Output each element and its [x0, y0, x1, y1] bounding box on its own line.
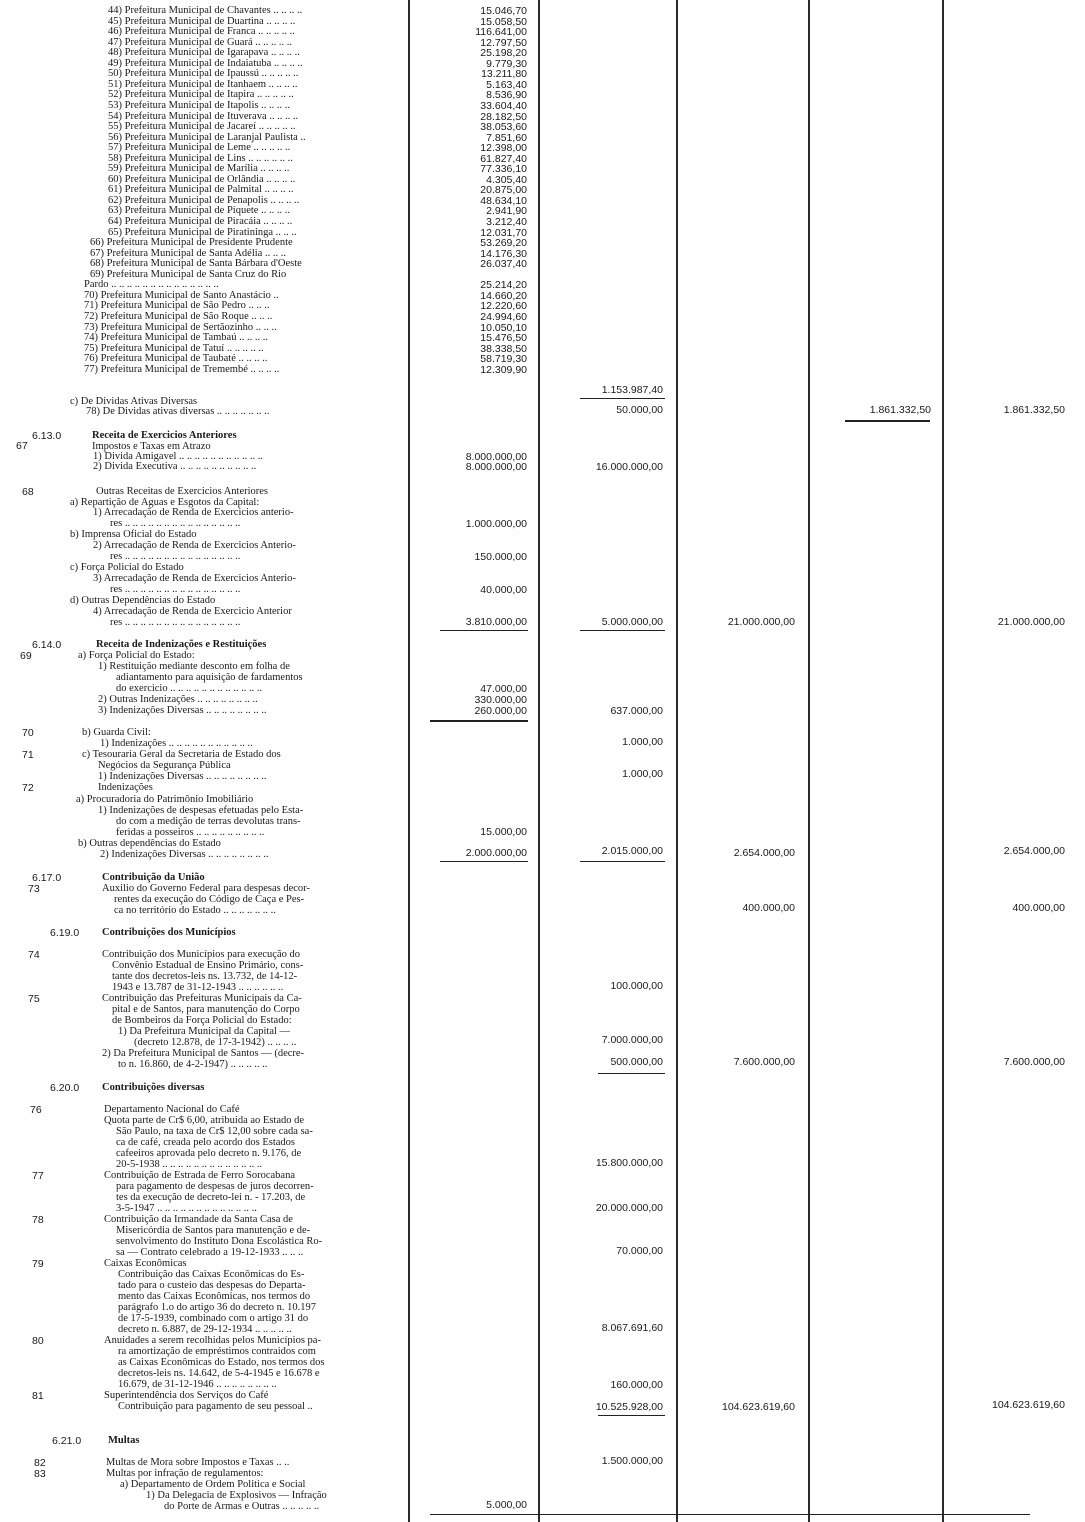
line-text: 2) Arrecadação de Renda de Exercicios Anterio- — [93, 540, 296, 551]
line-text: 3) Indenizações Diversas .. .. .. .. .. .. .. .. — [98, 705, 267, 716]
prefeitura-line: 70) Prefeitura Municipal de Santo Anastácio .. — [84, 289, 279, 301]
line-text: adiantamento para aquisição de fardamentos — [116, 672, 303, 683]
value: 1.000,00 — [622, 768, 663, 780]
line-text: 3) Arrecadação de Renda de Exercicios Anterio- — [93, 573, 296, 584]
value: 2.654.000,00 — [1003, 845, 1065, 857]
prefeitura-line: 58) Prefeitura Municipal de Lins .. .. .. .. .. .. — [108, 152, 293, 164]
value: 1.500.000,00 — [601, 1455, 663, 1467]
line-text: para pagamento de despesas de juros decorren- — [116, 1181, 314, 1192]
prefeitura-value: 14.660,20 — [480, 289, 527, 302]
prefeitura-line: 73) Prefeitura Municipal de Sertãozinho .. .. .. — [84, 321, 277, 333]
prefeitura-value: 20.875,00 — [480, 184, 527, 197]
line-text: a) Repartição de Aguas e Esgotos da Capital: — [70, 497, 260, 508]
line-text: feridas a posseiros .. .. .. .. .. .. .. .. .. — [116, 827, 265, 838]
line-text: pital e de Santos, para manutenção do Corpo — [112, 1004, 300, 1015]
row-code: 69 — [20, 650, 32, 662]
line-text: decretos-leis ns. 14.642, de 5-4-1945 e 16.678 e — [118, 1368, 320, 1379]
line-text: res .. .. .. .. .. .. .. .. .. .. .. .. .. .. .. — [110, 584, 241, 595]
row-code: 79 — [32, 1258, 44, 1270]
column-rule — [676, 0, 678, 1522]
value: 15.000,00 — [480, 826, 527, 838]
value-dividas-ativas: 50.000,00 — [616, 404, 663, 416]
line-text: Contribuição para pagamento de seu pessoal .. — [118, 1401, 313, 1412]
value: 637.000,00 — [610, 705, 663, 717]
value: 400.000,00 — [1012, 902, 1065, 914]
section-title: Contribuições dos Municípios — [102, 927, 236, 938]
row-code: 80 — [32, 1335, 44, 1347]
prefeitura-line: 45) Prefeitura Municipal de Duartina .. .. .. .. — [108, 15, 296, 27]
prefeitura-value: 12.031,70 — [480, 226, 527, 239]
value: 330.000,00 — [474, 694, 527, 706]
prefeitura-line: 77) Prefeitura Municipal de Tremembé .. .. .. .. — [84, 363, 280, 375]
prefeitura-value: 116.641,00 — [475, 26, 527, 39]
row-code: 74 — [28, 949, 40, 961]
prefeitura-value: 14.176,30 — [480, 247, 527, 260]
rule — [580, 398, 665, 399]
rule — [440, 630, 528, 631]
value: 104.623.619,60 — [992, 1399, 1065, 1411]
line-text: b) Imprensa Oficial do Estado — [70, 529, 197, 540]
line-text: parágrafo 1.o do artigo 36 do decreto n. 10.197 — [118, 1302, 316, 1313]
line-text: Contribuição de Estrada de Ferro Sorocabana — [104, 1170, 295, 1181]
line-text: a) Força Policial do Estado: — [78, 650, 195, 661]
line-text: ra amortização de empréstimos contraidos com — [118, 1346, 316, 1357]
prefeitura-value: 24.994,60 — [480, 310, 527, 323]
prefeitura-value: 12.398,00 — [480, 142, 527, 155]
prefeitura-value: 2.941,90 — [486, 205, 527, 218]
value: 2.000.000,00 — [465, 847, 527, 859]
line-text: senvolvimento do Instituto Dona Escolástica Ro- — [116, 1236, 323, 1247]
prefeitura-value: 33.604,40 — [480, 99, 527, 112]
value: 7.000.000,00 — [601, 1034, 663, 1046]
section-label: 6.19.0 — [50, 927, 80, 939]
line-text: mento das Caixas Econômicas, nos termos do — [118, 1291, 311, 1302]
line-text: 1) Da Prefeitura Municipal da Capital — — [118, 1026, 291, 1037]
prefeitura-line: 47) Prefeitura Municipal de Guará .. .. .. .. .. — [108, 36, 292, 48]
row-code: 81 — [32, 1390, 44, 1402]
line-text: Indenizações — [98, 782, 153, 793]
prefeitura-value: 48.634,10 — [480, 194, 527, 207]
line-text: Anuidades a serem recolhidas pelos Municípios pa- — [104, 1335, 321, 1346]
line-text: cafeeiros aprovada pelo decreto n. 9.176, de — [116, 1148, 302, 1159]
section-title: Receita de Indenizações e Restituições — [96, 639, 267, 650]
value: 40.000,00 — [480, 584, 527, 596]
line-text: b) Guarda Civil: — [82, 727, 151, 738]
value: 7.600.000,00 — [733, 1056, 795, 1068]
line-text: 1) Divida Amigavel .. .. .. .. .. .. .. .. .. .. .. — [93, 451, 264, 462]
line-text: tes da execução de decreto-lei n. - 17.203, de — [116, 1192, 306, 1203]
line-text: do Porte de Armas e Outras .. .. .. .. .. — [164, 1501, 320, 1512]
line-text: 2) Divida Executiva .. .. .. .. .. .. .. .. .. .. — [93, 461, 257, 472]
rule — [598, 1073, 665, 1074]
line-text: 2) Outras Indenizações .. .. .. .. .. .. .. .. — [98, 694, 258, 705]
prefeitura-value: 25.198,20 — [480, 47, 527, 60]
line-text: 2) Da Prefeitura Municipal de Santos — (decre- — [102, 1048, 305, 1059]
prefeitura-value: 15.058,50 — [480, 15, 527, 28]
item-dividas-ativas: 78) De Dividas ativas diversas .. .. .. .. .. .. .. — [86, 406, 270, 417]
line-text: 4) Arrecadação de Renda de Exercicio Anterior — [93, 606, 292, 617]
prefeitura-value: 5.163,40 — [486, 78, 527, 91]
prefeitura-value: 8.536,90 — [486, 89, 527, 102]
line-text: Misericórdia de Santos para manutenção e de- — [116, 1225, 311, 1236]
prefeitura-line: 56) Prefeitura Municipal de Laranjal Paulista .. — [108, 131, 306, 143]
prefeitura-line: 48) Prefeitura Municipal de Igarapava .. .. .. .. — [108, 47, 300, 59]
prefeitura-value: 9.779,30 — [486, 57, 527, 70]
line-text: Negócios da Segurança Pública — [98, 760, 231, 771]
section-label: 6.20.0 — [50, 1082, 80, 1094]
line-text: 1) Indenizações .. .. .. .. .. .. .. .. .. .. .. — [100, 738, 253, 749]
line-text: Departamento Nacional do Café — [104, 1104, 240, 1115]
line-text: tado para o custeio das despesas do Departa- — [118, 1280, 306, 1291]
prefeitura-line: 66) Prefeitura Municipal de Presidente Prudente — [90, 237, 293, 249]
value: 100.000,00 — [610, 980, 663, 992]
value: 3.810.000,00 — [465, 616, 527, 628]
prefeitura-value: 38.053,60 — [480, 121, 527, 134]
prefeitura-line: 57) Prefeitura Municipal de Leme .. .. .. .. .. — [108, 142, 291, 154]
prefeitura-value: 38.338,50 — [480, 342, 527, 355]
line-text: res .. .. .. .. .. .. .. .. .. .. .. .. .. .. .. — [110, 551, 241, 562]
prefeitura-value: 15.046,70 — [480, 5, 527, 17]
line-text: sa — Contrato celebrado a 19-12-1933 .. .. .. — [116, 1247, 304, 1258]
prefeitura-value: 4.305,40 — [486, 173, 527, 186]
prefeitura-line: 54) Prefeitura Municipal de Ituverava .. .. .. .. — [108, 110, 299, 122]
prefeitura-value: 3.212,40 — [486, 216, 527, 228]
line-text: 3-5-1947 .. .. .. .. .. .. .. .. .. .. .. .. .. — [116, 1203, 257, 1214]
value: 10.525.928,00 — [595, 1401, 663, 1413]
line-text: a) Departamento de Ordem Politica e Social — [120, 1479, 306, 1490]
line-text: Contribuição da Irmandade da Santa Casa de — [104, 1214, 293, 1225]
line-text: to n. 16.860, de 4-2-1947) .. .. .. .. .. — [118, 1059, 268, 1070]
line-text: Impostos e Taxas em Atrazo — [92, 441, 211, 452]
line-text: de 17-5-1939, combinado com o artigo 31 do — [118, 1313, 309, 1324]
section-label: 6.14.0 — [32, 639, 62, 651]
line-text: tante dos decretos-leis ns. 13.732, de 14-12- — [112, 971, 298, 982]
value: 8.000.000,00 — [465, 451, 527, 463]
rule — [430, 1514, 1030, 1515]
prefeitura-line: 63) Prefeitura Municipal de Piquete .. .. .. .. — [108, 205, 290, 217]
prefeitura-value: 53.269,20 — [480, 237, 527, 250]
section-title: Receita de Exercicios Anteriores — [92, 430, 237, 441]
line-text: Contribuição das Caixas Econômicas do Es- — [118, 1269, 305, 1280]
row-code: 73 — [28, 883, 40, 895]
value: 150.000,00 — [474, 551, 527, 563]
prefeitura-line: 65) Prefeitura Municipal de Piratininga .. .. .. — [108, 226, 297, 238]
line-text: rentes da execução do Código de Caça e Pes- — [114, 894, 305, 905]
line-text: do exercicio .. .. .. .. .. .. .. .. .. .. .. .. — [116, 683, 263, 694]
rule — [598, 1415, 665, 1416]
prefeitura-line: 67) Prefeitura Municipal de Santa Adélia .. .. .. — [90, 247, 286, 259]
row-code: 68 — [22, 486, 34, 498]
prefeitura-line: 52) Prefeitura Municipal de Itapira .. .. .. .. .. — [108, 89, 294, 101]
line-text: 2) Indenizações Diversas .. .. .. .. .. .. .. .. — [100, 849, 269, 860]
value: 160.000,00 — [610, 1379, 663, 1391]
value: 5.000.000,00 — [601, 616, 663, 628]
value: 260.000,00 — [474, 705, 527, 717]
prefeitura-line: 49) Prefeitura Municipal de Indaiatuba .. .. .. .. — [108, 57, 303, 69]
row-code: 75 — [28, 993, 40, 1005]
line-text: Contribuição dos Municípios para execução do — [102, 949, 300, 960]
line-text: decreto n. 6.887, de 29-12-1934 .. .. .. .. .. — [118, 1324, 292, 1335]
column-rule — [942, 0, 944, 1522]
prefeitura-value: 7.851,60 — [486, 131, 527, 144]
value: 15.800.000,00 — [595, 1157, 663, 1169]
line-text: Auxilio do Governo Federal para despesas decor- — [102, 883, 310, 894]
line-text: (decreto 12.878, de 17-3-1942) .. .. .. .. — [134, 1037, 297, 1048]
section-label: 6.13.0 — [32, 430, 62, 442]
line-text: Convênio Estadual de Ensino Primário, cons- — [112, 960, 304, 971]
value: 21.000.000,00 — [997, 616, 1065, 628]
value: 21.000.000,00 — [727, 616, 795, 628]
row-code: 70 — [22, 727, 34, 739]
prefeitura-value: 10.050,10 — [480, 321, 527, 334]
prefeitura-line: 55) Prefeitura Municipal de Jacareí .. .. .. .. .. — [108, 121, 296, 133]
line-text: ca de café, creada pelo acordo dos Estados — [116, 1137, 295, 1148]
prefeitura-value: 26.037,40 — [480, 258, 527, 271]
section-label: 6.17.0 — [32, 872, 62, 884]
row-code: 83 — [34, 1468, 46, 1480]
value: 5.000,00 — [486, 1499, 527, 1511]
line-text: do com a medição de terras devolutas trans- — [116, 816, 301, 827]
prefeitura-value: 13.211,80 — [481, 68, 527, 81]
prefeitura-line: 75) Prefeitura Municipal de Tatuí .. .. .. .. .. — [84, 342, 264, 354]
column-rule — [408, 0, 410, 1522]
rule — [440, 861, 528, 862]
prefeitura-line: 53) Prefeitura Municipal de Itapolis .. .. .. .. — [108, 99, 290, 111]
prefeitura-line: 64) Prefeitura Municipal de Piracáia .. .. .. .. — [108, 216, 293, 227]
row-code: 67 — [16, 440, 28, 452]
line-text: 1) Indenizações Diversas .. .. .. .. .. .. .. .. — [98, 771, 267, 782]
prefeitura-value: 77.336,10 — [480, 163, 527, 176]
line-text: 20-5-1938 .. .. .. .. .. .. .. .. .. .. .. .. .. — [116, 1159, 263, 1170]
row-code: 82 — [34, 1457, 46, 1469]
prefeitura-line: 44) Prefeitura Municipal de Chavantes .. .. .. .. — [108, 5, 303, 16]
value: 400.000,00 — [742, 902, 795, 914]
rule — [845, 420, 930, 422]
prefeitura-value: 12.797,50 — [480, 36, 527, 49]
rule — [580, 630, 665, 631]
line-text: São Paulo, na taxa de Cr$ 12,00 sobre cada sa- — [116, 1126, 313, 1137]
section-title: Multas — [108, 1435, 140, 1446]
total-block-a-c4: 1.861.332,50 — [869, 404, 931, 416]
value: 7.600.000,00 — [1003, 1056, 1065, 1068]
prefeitura-line: 72) Prefeitura Municipal de São Roque .. .. .. — [84, 310, 273, 322]
value: 2.015.000,00 — [601, 845, 663, 857]
line-text: c) Tesouraria Geral da Secretaria de Estado dos — [82, 749, 281, 760]
line-text: a) Procuradoria do Patrimônio Imobiliário — [76, 794, 254, 805]
prefeitura-value: 12.309,90 — [480, 363, 527, 376]
row-code: 72 — [22, 782, 34, 794]
line-text: c) Força Policial do Estado — [70, 562, 184, 573]
prefeitura-value: 25.214,20 — [480, 279, 527, 292]
row-code: 71 — [22, 749, 34, 761]
line-text: Contribuição das Prefeituras Municipais da Ca- — [102, 993, 302, 1004]
line-text: res .. .. .. .. .. .. .. .. .. .. .. .. .. .. .. — [110, 518, 241, 529]
value: 2.654.000,00 — [733, 847, 795, 859]
line-text: Superintendência dos Serviços do Café — [104, 1390, 269, 1401]
prefeitura-value: 58.719,30 — [480, 353, 527, 366]
value: 1.000.000,00 — [465, 518, 527, 530]
prefeitura-line: 60) Prefeitura Municipal de Orlândia .. .. .. .. — [108, 173, 296, 185]
prefeitura-line: 61) Prefeitura Municipal de Palmital .. .. .. .. — [108, 184, 294, 196]
line-text: Quota parte de Cr$ 6,00, atribuida ao Estado de — [104, 1115, 305, 1126]
prefeitura-line: 46) Prefeitura Municipal de Franca .. .. .. .. .. — [108, 26, 295, 38]
line-text: Outras Receitas de Exercicios Anteriores — [96, 486, 269, 497]
rule — [580, 861, 665, 862]
line-text: res .. .. .. .. .. .. .. .. .. .. .. .. .. .. .. — [110, 617, 241, 628]
value: 1.000,00 — [622, 736, 663, 748]
section-title: Contribuições diversas — [102, 1082, 205, 1093]
line-text: 1) Indenizações de despesas efetuadas pelo Esta- — [98, 805, 304, 816]
line-text: 16.679, de 31-12-1946 .. .. .. .. .. .. .. .. — [118, 1379, 277, 1390]
value: 8.067.691,60 — [601, 1322, 663, 1334]
line-text: b) Outras dependências do Estado — [78, 838, 221, 849]
line-text: d) Outras Dependências do Estado — [70, 595, 216, 606]
prefeitura-value: 12.220,60 — [480, 300, 527, 313]
prefeitura-line: 62) Prefeitura Municipal de Penapolis .. .. .. .. — [108, 194, 300, 206]
prefeitura-line: 51) Prefeitura Municipal de Itanhaem .. .. .. .. — [108, 78, 298, 90]
line-text: as Caixas Econômicas do Estado, nos termos dos — [118, 1357, 325, 1368]
line-text: Multas por infração de regulamentos: — [106, 1468, 264, 1479]
section-title: Contribuição da União — [102, 872, 205, 883]
line-text: 1) Da Delegacia de Explosivos — Infração — [146, 1490, 327, 1501]
prefeitura-line: 74) Prefeitura Municipal de Tambaú .. .. .. .. — [84, 332, 268, 344]
value: 8.000.000,00 — [465, 461, 527, 473]
value: 20.000.000,00 — [595, 1202, 663, 1214]
row-code: 78 — [32, 1214, 44, 1226]
value: 47.000,00 — [480, 683, 527, 695]
line-text: Multas de Mora sobre Impostos e Taxas .. .. — [106, 1457, 290, 1468]
prefeitura-line: 68) Prefeitura Municipal de Santa Bárbara d'Oeste — [90, 258, 302, 270]
prefeitura-value: 15.476,50 — [480, 332, 527, 345]
prefeitura-line: 76) Prefeitura Municipal de Taubaté .. .. .. .. — [84, 353, 268, 365]
label-dividas-ativas: c) De Dividas Ativas Diversas — [70, 396, 198, 407]
value: 104.623.619,60 — [722, 1401, 795, 1413]
total-block-a-c5: 1.861.332,50 — [1003, 404, 1065, 416]
line-text: 1) Arrecadação de Renda de Exercicios anterio- — [93, 507, 294, 518]
row-code: 76 — [30, 1104, 42, 1116]
value: 70.000,00 — [616, 1245, 663, 1257]
subtotal-prefeituras: 1.153.987,40 — [601, 384, 663, 396]
line-text: 1) Restituição mediante desconto em folha de — [98, 661, 290, 672]
line-text: Caixas Econômicas — [104, 1258, 187, 1269]
value: 16.000.000,00 — [595, 461, 663, 473]
prefeitura-line: 69) Prefeitura Municipal de Santa Cruz do Rio — [90, 268, 287, 280]
column-rule — [538, 0, 540, 1522]
row-code: 77 — [32, 1170, 44, 1182]
rule — [430, 720, 528, 722]
column-rule — [808, 0, 810, 1522]
section-label: 6.21.0 — [52, 1435, 82, 1447]
line-text: 1943 e 13.787 de 31-12-1943 .. .. .. .. .. .. — [112, 982, 284, 993]
value: 500.000,00 — [610, 1056, 663, 1068]
prefeitura-line: 59) Prefeitura Municipal de Marília .. .. .. .. — [108, 163, 290, 175]
line-text: ca no território do Estado .. .. .. .. .. .. .. — [114, 905, 276, 916]
prefeitura-value: 61.827,40 — [480, 152, 527, 165]
prefeitura-line: 71) Prefeitura Municipal de São Pedro .. .. .. — [84, 300, 270, 312]
prefeitura-line: 50) Prefeitura Municipal de Ipaussú .. .. .. .. .. — [108, 68, 299, 80]
prefeitura-value: 28.182,50 — [480, 110, 527, 123]
line-text: de Bombeiros da Força Policial do Estado: — [112, 1015, 292, 1026]
prefeitura-line: Pardo .. .. .. .. .. .. .. .. .. .. .. .. .. .. — [84, 279, 219, 291]
